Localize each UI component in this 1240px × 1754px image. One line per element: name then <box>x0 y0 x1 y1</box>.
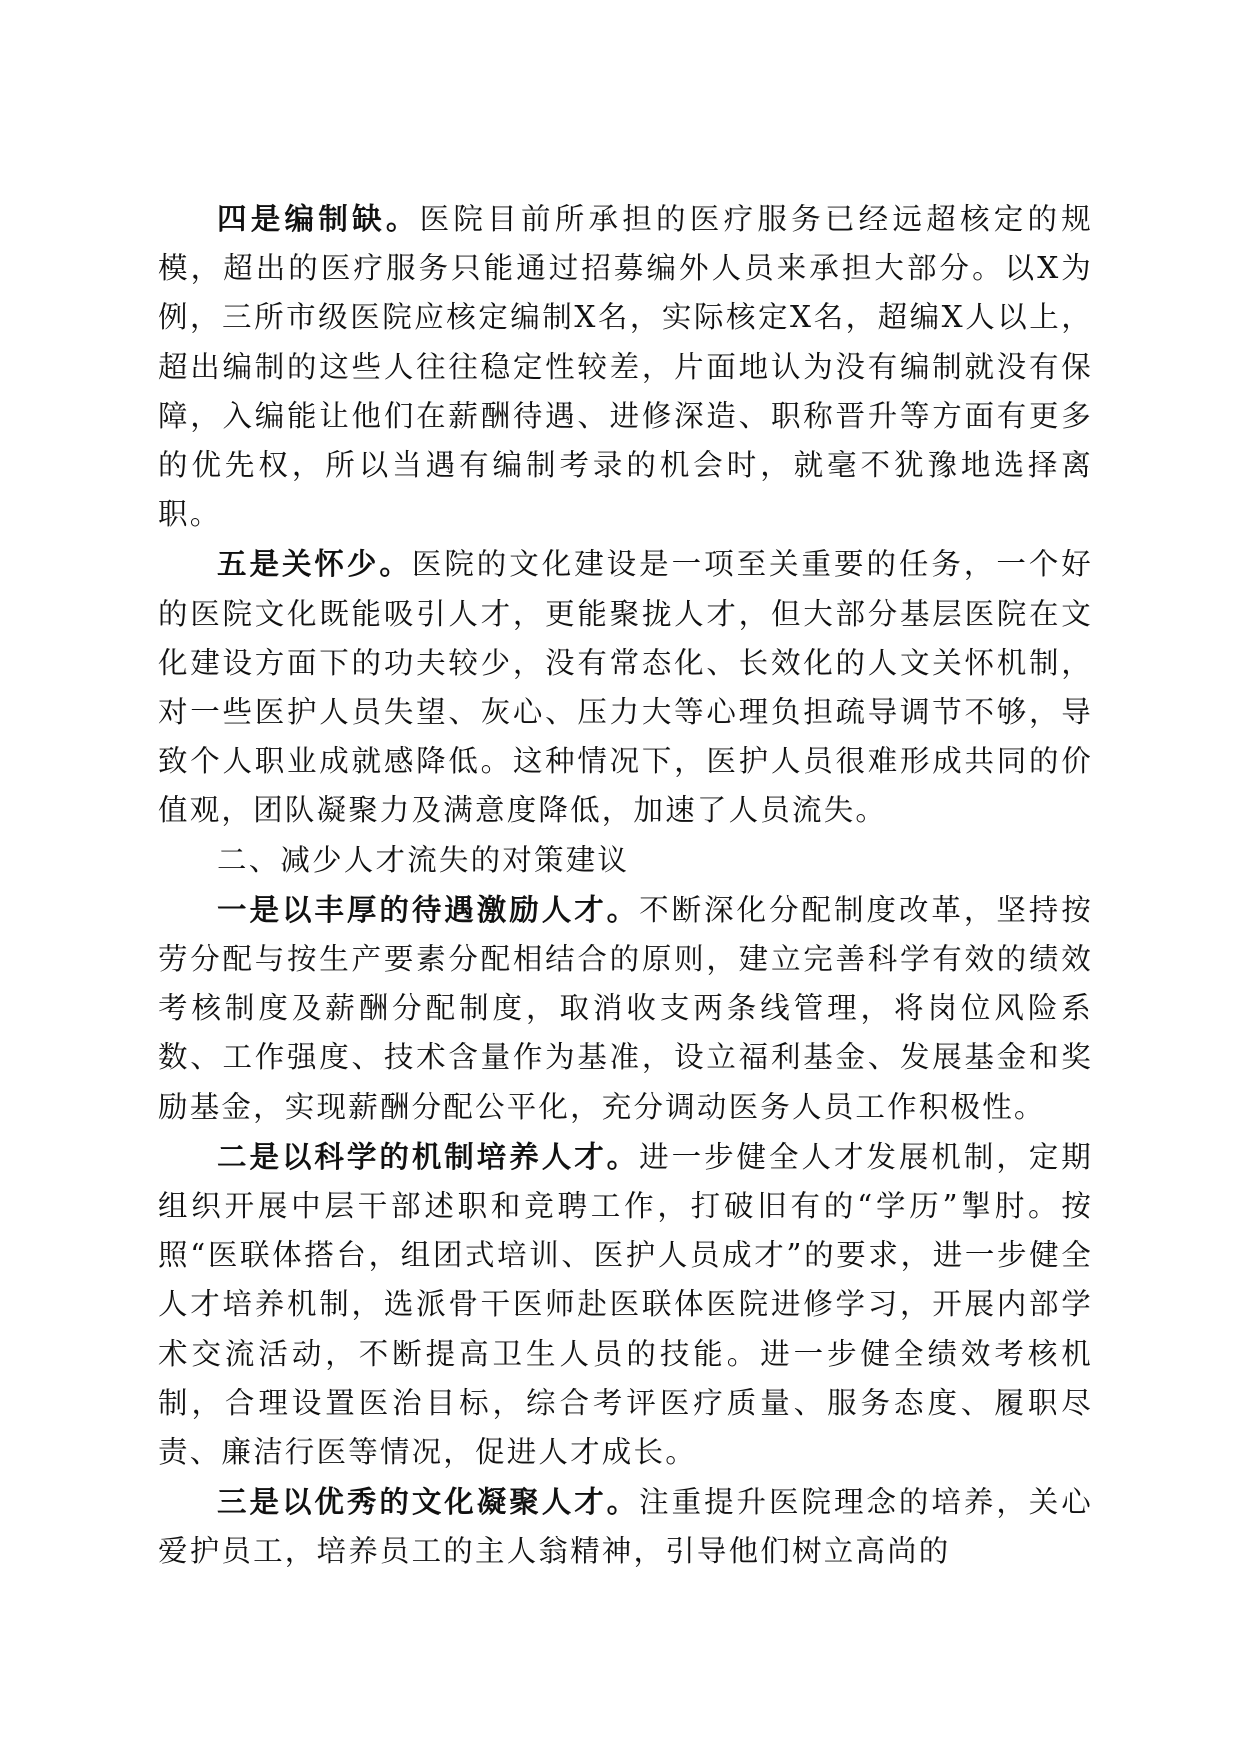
paragraph-text: 医院目前所承担的医疗服务已经远超核定的规模，超出的医疗服务只能通过招募编外人员来承担大部分。以X为例，三所市级医院应核定编制X名，实际核定X名，超编X人以上，超出编制的这些人往往稳定性较差，片面地认为没有编制就没有保障，入编能让他们在薪酬待遇、进修深造、职称晋升等方面有更多的优先权，所以当遇有编制考录的机会时，就毫不犹豫地选择离职。 <box>158 202 1093 532</box>
paragraph-text: 注重提升医院理念的培养，关心爱护员工，培养员工的主人翁精神，引导他们树立高尚的 <box>158 1485 1093 1569</box>
paragraph-lead: 四是编制缺。 <box>217 201 420 236</box>
paragraph-lead: 二是以科学的机制培养人才。 <box>217 1138 640 1174</box>
paragraph-incentive-talent <box>158 885 1093 1132</box>
section-heading: 二、减少人才流失的对策建议 <box>217 842 630 877</box>
paragraph-lead: 五是关怀少。 <box>217 546 412 582</box>
paragraph-train-talent <box>158 1132 1093 1477</box>
paragraph-lack-of-care <box>158 539 1093 835</box>
paragraph-text: 不断深化分配制度改革，坚持按劳分配与按生产要素分配相结合的原则，建立完善科学有效的绩效考核制度及薪酬分配制度，取消收支两条线管理，将岗位风险系数、工作强度、技术含量作为基准，设立福利基金、发展基金和奖励基金，实现薪酬分配公平化，充分调动医务人员工作积极性。 <box>158 892 1093 1124</box>
paragraph-lead: 一是以丰厚的待遇激励人才。 <box>217 891 640 927</box>
document-body <box>158 194 1093 1577</box>
paragraph-staffing-shortage <box>158 194 1093 539</box>
paragraph-culture-talent <box>158 1477 1093 1576</box>
paragraph-text: 进一步健全人才发展机制，定期组织开展中层干部述职和竞聘工作，打破旧有的“学历”掣肘。按照“医联体搭台，组团式培训、医护人员成才”的要求，进一步健全人才培养机制，选派骨干医师赴医联体医院进修学习，开展内部学术交流活动，不断提高卫生人员的技能。进一步健全绩效考核机制，合理设置医治目标，综合考评医疗质量、服务态度、履职尽责、廉洁行医等情况，促进人才成长。 <box>158 1139 1093 1470</box>
paragraph-text: 医院的文化建设是一项至关重要的任务，一个好的医院文化既能吸引人才，更能聚拢人才，但大部分基层医院在文化建设方面下的功夫较少，没有常态化、长效化的人文关怀机制，对一些医护人员失望、灰心、压力大等心理负担疏导调节不够，导致个人职业成就感降低。这种情况下，医护人员很难形成共同的价值观，团队凝聚力及满意度降低，加速了人员流失。 <box>158 547 1094 828</box>
paragraph-lead: 三是以优秀的文化凝聚人才。 <box>217 1484 640 1520</box>
